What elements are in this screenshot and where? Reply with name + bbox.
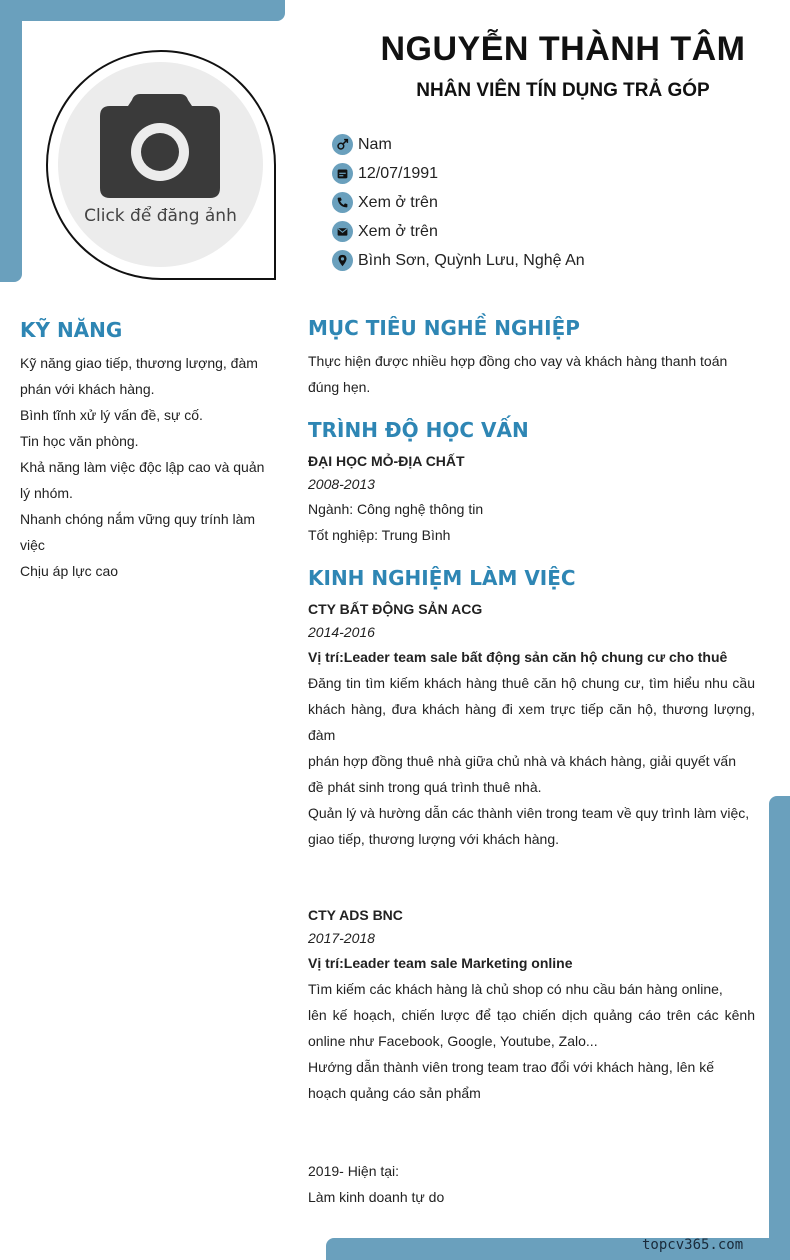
- skill-item: Bình tĩnh xử lý vấn đề, sự cố.: [20, 407, 203, 423]
- objective-section: [308, 316, 755, 400]
- job-detail: Đăng tin tìm kiếm khách hàng thuê căn hộ chung cư, tìm hiểu nhu cầu khách hàng, đưa khách hàng đi xem trực tiếp căn hộ, thương lượng, đàm: [308, 675, 755, 743]
- main-column: [308, 316, 755, 1210]
- job-position: Vị trí:Leader team sale Marketing online: [308, 955, 573, 971]
- gender-icon: [332, 134, 353, 155]
- skill-item: Nhanh chóng nắm vững quy trính làm việc: [20, 511, 256, 553]
- contact-email: [332, 217, 585, 246]
- skill-item: Tin học văn phòng.: [20, 433, 139, 449]
- avatar-upload-label: Click để đăng ảnh: [84, 206, 237, 226]
- email-icon: [332, 221, 353, 242]
- contact-gender: [332, 130, 585, 159]
- school-name: ĐẠI HỌC MỎ-ĐỊA CHẤT: [308, 453, 465, 469]
- job-detail: Tìm kiếm các khách hàng là chủ shop có nhu cầu bán hàng online,: [308, 981, 723, 997]
- education-major: Ngành: Công nghệ thông tin: [308, 501, 484, 517]
- job-title: NHÂN VIÊN TÍN DỤNG TRẢ GÓP: [416, 80, 710, 101]
- education-grade: Tốt nghiệp: Trung Bình: [308, 527, 451, 543]
- avatar-upload[interactable]: [58, 62, 263, 267]
- phone-value: Xem ở trên: [358, 193, 438, 211]
- contact-birthday: [332, 159, 585, 188]
- contact-phone: [332, 188, 585, 217]
- skill-item: Kỹ năng giao tiếp, thương lượng, đàm phán với khách hàng.: [20, 355, 258, 397]
- job-detail: Hướng dẫn thành viên trong team trao đổi với khách hàng, lên kế hoạch quảng cáo sản phẩm: [308, 1059, 714, 1101]
- camera-icon: [98, 92, 222, 200]
- objective-text: Thực hiện được nhiều hợp đồng cho vay và khách hàng thanh toán đúng hẹn.: [308, 353, 728, 395]
- education-period: 2008-2013: [308, 476, 375, 492]
- contact-address: [332, 246, 585, 275]
- email-value: Xem ở trên: [358, 222, 438, 240]
- job-detail: lên kế hoạch, chiến lược để tạo chiến dịch quảng cáo trên các kênh online như Facebook, Google, Youtube, Zalo...: [308, 1007, 755, 1049]
- watermark: topcv365.com: [642, 1237, 744, 1253]
- birthday-value: 12/07/1991: [358, 164, 439, 182]
- job-detail: Quản lý và hường dẫn các thành viên trong team về quy trình làm việc, giao tiếp, thương lượng với khách hàng.: [308, 805, 750, 847]
- education-section: [308, 418, 755, 548]
- decor-bar-right: [769, 796, 790, 1260]
- current-work-text: Làm kinh doanh tự do: [308, 1189, 445, 1205]
- decor-bar-left: [0, 0, 22, 282]
- objective-heading: MỤC TIÊU NGHỀ NGHIỆP: [308, 316, 580, 340]
- phone-icon: [332, 192, 353, 213]
- company-name: CTY ADS BNC: [308, 907, 403, 923]
- skill-item: Chịu áp lực cao: [20, 563, 119, 579]
- job-period: 2014-2016: [308, 624, 375, 640]
- contact-list: [332, 130, 585, 275]
- current-period: 2019- Hiện tại:: [308, 1163, 400, 1179]
- job-position: Vị trí:Leader team sale bất động sản căn hộ chung cư cho thuê: [308, 649, 728, 665]
- job-entry: [308, 598, 755, 852]
- education-heading: TRÌNH ĐỘ HỌC VẤN: [308, 418, 529, 442]
- candidate-name: NGUYỄN THÀNH TÂM: [380, 30, 746, 68]
- job-detail: phán hợp đồng thuê nhà giữa chủ nhà và khách hàng, giải quyết vấn đề phát sinh trong quá trình thuê nhà.: [308, 753, 736, 795]
- calendar-icon: [332, 163, 353, 184]
- location-pin-icon: [332, 250, 353, 271]
- current-work: [308, 1158, 755, 1210]
- company-name: CTY BẤT ĐỘNG SẢN ACG: [308, 601, 483, 617]
- job-period: 2017-2018: [308, 930, 375, 946]
- job-entry: [308, 904, 755, 1106]
- skills-heading: KỸ NĂNG: [20, 318, 123, 342]
- gender-value: Nam: [358, 135, 392, 153]
- experience-heading: KINH NGHIỆM LÀM VIỆC: [308, 566, 576, 590]
- address-value: Bình Sơn, Quỳnh Lưu, Nghệ An: [358, 251, 585, 269]
- decor-bar-top: [0, 0, 285, 21]
- skill-item: Khả năng làm việc độc lập cao và quản lý nhóm.: [20, 459, 265, 501]
- experience-section: [308, 566, 755, 1210]
- skills-section: [20, 318, 270, 584]
